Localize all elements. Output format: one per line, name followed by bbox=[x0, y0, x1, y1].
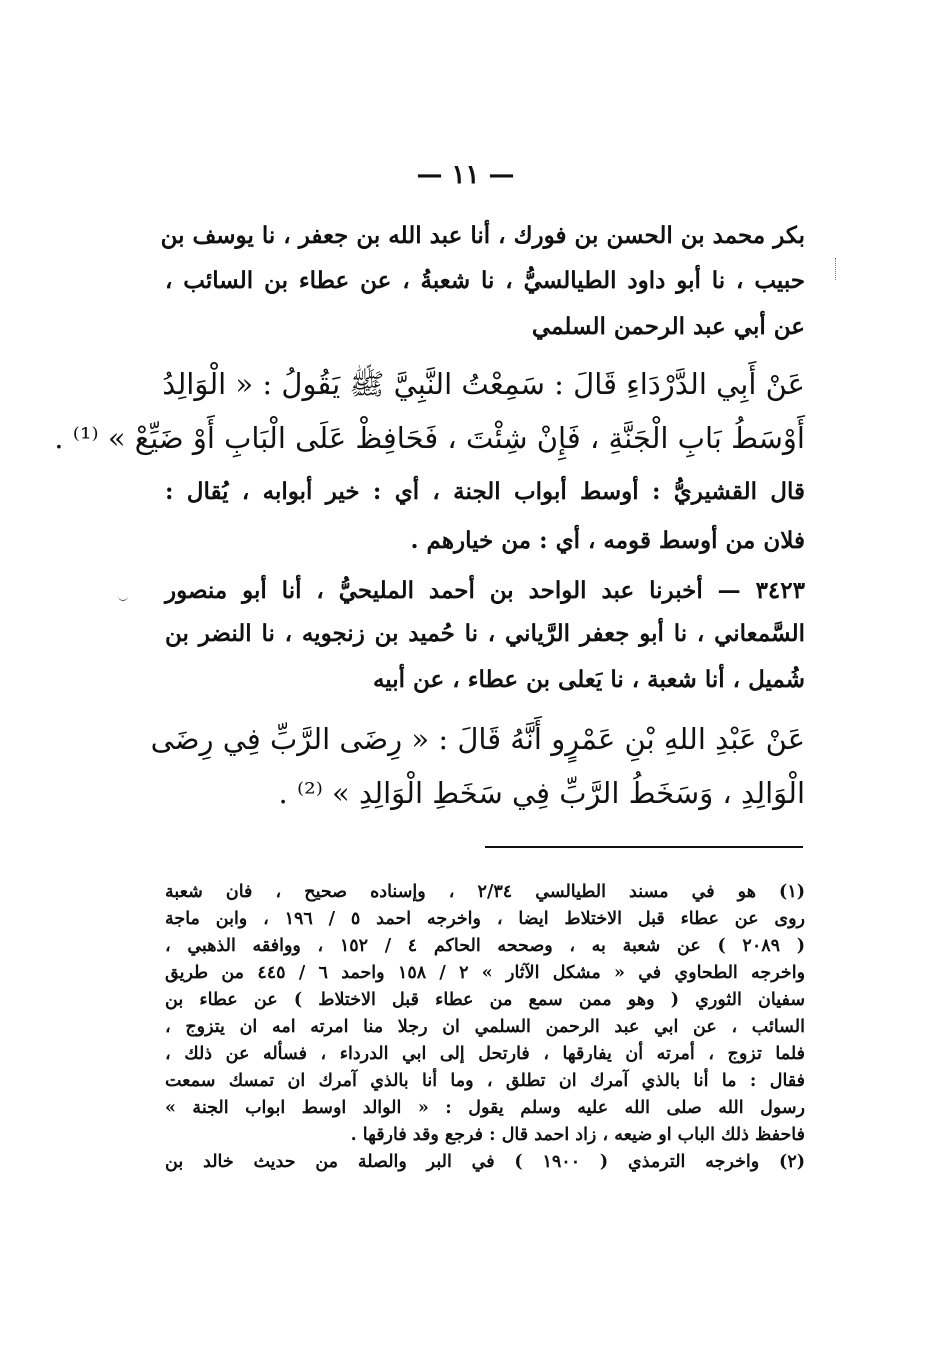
footnote-line: السائب ، عن ابي عبد الرحمن السلمي ان رجلا منا امرته امه ان يتزوج ، bbox=[165, 1017, 805, 1037]
scan-mark bbox=[118, 592, 128, 601]
footnote-line: واخرجه الطحاوي في « مشكل الآثار » ٢ / ١٥٨ واحمد ٦ / ٤٤٥ من طريق bbox=[165, 963, 806, 983]
hadith-line-1: عَنْ أَبِي الدَّرْدَاءِ قَالَ : سَمِعْتُ النَّبِيَّ ﷺ يَقُولُ : « الْوَالِدُ bbox=[162, 367, 805, 401]
chain-line-3: عن أبي عبد الرحمن السلمي bbox=[531, 313, 805, 340]
chain2-line-2: السَّمعاني ، نا أبو جعفر الرَّياني ، نا حُميد بن زنجويه ، نا النضر بن bbox=[165, 620, 805, 647]
page-number: — ١١ — bbox=[416, 160, 515, 190]
footnote-line: روى عن عطاء قبل الاختلاط ايضا ، واخرجه احمد ٥ / ١٩٦ ، وابن ماجة bbox=[165, 909, 805, 929]
footnote-line: (٢) واخرجه الترمذي ( ١٩٠٠ ) في البر والصلة من حديث خالد بن bbox=[165, 1152, 805, 1172]
footnote-line: (١) هو في مسند الطيالسي ٢/٣٤ ، وإسناده صحيح ، فان شعبة bbox=[165, 882, 806, 902]
commentary-line-2: فلان من أوسط قومه ، أي : من خيارهم . bbox=[410, 527, 805, 554]
footnote-line: فاحفظ ذلك الباب او ضيعه ، زاد احمد قال : فرجع وقد فارقها . bbox=[350, 1125, 805, 1145]
chain2-line-3: شُميل ، أنا شعبة ، نا يَعلى بن عطاء ، عن أبيه bbox=[372, 666, 805, 693]
footnote-line: رسول الله صلى الله عليه وسلم يقول : « الوالد اوسط ابواب الجنة » bbox=[165, 1098, 805, 1118]
scan-mark bbox=[835, 258, 838, 280]
footnote-line: فقال : ما أنا بالذي آمرك ان تطلق ، وما أنا بالذي آمرك ان تمسك سمعت bbox=[165, 1071, 805, 1091]
hadith2-line-2: الْوَالِدِ ، وَسَخَطُ الرَّبِّ فِي سَخَطِ الْوَالِدِ » ⁽²⁾ . bbox=[278, 776, 805, 810]
chain2-line-1: ٣٤٢٣ — أخبرنا عبد الواحد بن أحمد المليحيُّ ، أنا أبو منصور bbox=[165, 577, 805, 604]
footnote-line: ( ٢٠٨٩ ) عن شعبة به ، وصححه الحاكم ٤ / ١٥٢ ، ووافقه الذهبي ، bbox=[165, 936, 805, 956]
chain-line-1: بكر محمد بن الحسن بن فورك ، أنا عبد الله بن جعفر ، نا يوسف بن bbox=[160, 222, 805, 249]
hadith2-line-1: عَنْ عَبْدِ اللهِ بْنِ عَمْرٍو أَنَّهُ قَالَ : « رِضَى الرَّبِّ فِي رِضَى bbox=[150, 722, 805, 756]
chain-line-2: حبيب ، نا أبو داود الطيالسيُّ ، نا شعبةُ ، عن عطاء بن السائب ، bbox=[165, 267, 805, 294]
commentary-line-1: قال القشيريُّ : أوسط أبواب الجنة ، أي : خير أبوابه ، يُقال : bbox=[165, 478, 805, 505]
footnote-line: فلما تزوج ، أمرته أن يفارقها ، فارتحل إلى ابي الدرداء ، فسأله عن ذلك ، bbox=[165, 1044, 805, 1064]
footnote-separator bbox=[485, 846, 803, 848]
footnote-line: سفيان الثوري ( وهو ممن سمع من عطاء قبل الاختلاط ) عن عطاء بن bbox=[165, 990, 805, 1010]
hadith-line-2: أَوْسَطُ بَابِ الْجَنَّةِ ، فَإِنْ شِئْتَ ، فَحَافِظْ عَلَى الْبَابِ أَوْ ضَيِّعْ » ⁽¹⁾ . bbox=[54, 421, 805, 455]
